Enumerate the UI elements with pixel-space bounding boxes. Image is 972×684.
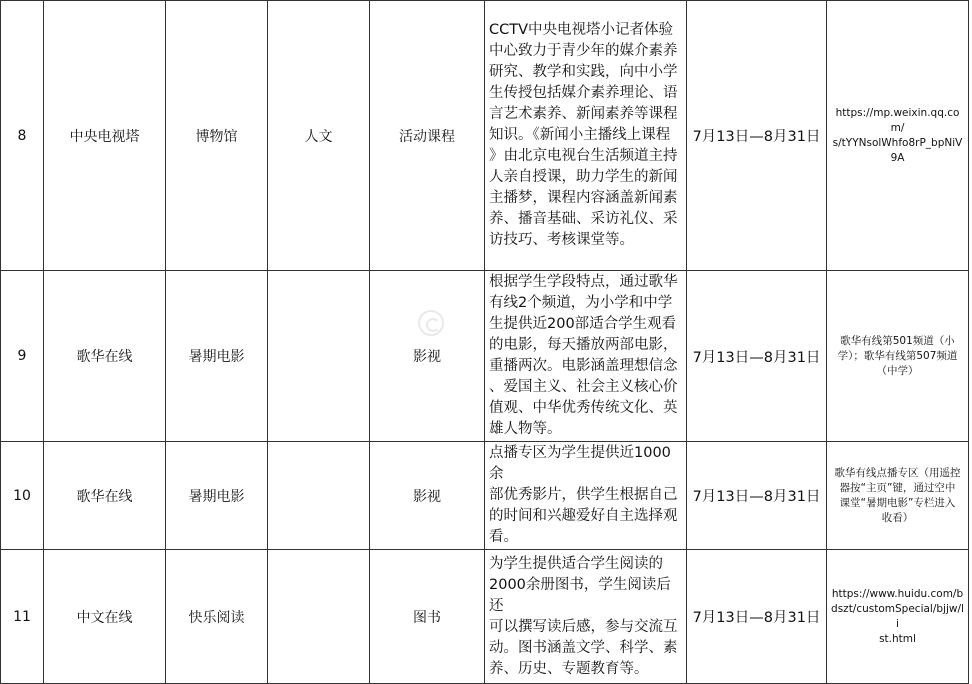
channel-line: （中学）: [876, 364, 919, 377]
date-range-cell: 7月13日—8月31日: [687, 550, 827, 684]
row-number: 10: [1, 442, 44, 550]
description-line: 动。图书涵盖文学、科学、素: [489, 639, 678, 656]
link-line[interactable]: dszt/customSpecial/bjjw/li: [831, 602, 964, 630]
organization-cell: 歌华在线: [44, 442, 166, 550]
row-number: 8: [1, 1, 44, 271]
category-cell: 快乐阅读: [166, 550, 268, 684]
category-cell: 博物馆: [166, 1, 268, 271]
description-line: 知识。《新闻小主播线上课程: [489, 127, 671, 143]
type-cell: 影视: [370, 442, 485, 550]
channel-line: 器按“主页”键，通过空中: [839, 481, 956, 494]
description-line: 人亲自授课，助力学生的新闻: [489, 169, 678, 185]
description-line: 为学生提供适合学生阅读的: [489, 555, 663, 572]
description-line: 值观、中华优秀传统文化、英: [489, 400, 678, 416]
row-number: 9: [1, 271, 44, 442]
description-line: 看。: [489, 529, 518, 545]
description-cell: [485, 442, 687, 550]
description-line: 重播两次。电影涵盖理想信念: [489, 358, 678, 374]
description-line: 2000余册图书，学生阅读后还: [489, 576, 671, 614]
description-line: 可以撰写读后感，参与交流互: [489, 618, 678, 635]
link-cell[interactable]: [827, 1, 969, 271]
table-row: [1, 550, 969, 684]
description-line: 中心致力于青少年的媒介素养: [489, 43, 678, 59]
field-cell: [268, 442, 370, 550]
link-line[interactable]: https://www.huidu.com/b: [831, 587, 964, 600]
date-range-cell: 7月13日—8月31日: [687, 442, 827, 550]
channel-line: 课堂“暑期电影”专栏进入: [839, 496, 956, 509]
organization-cell: 中央电视塔: [44, 1, 166, 271]
link-cell[interactable]: [827, 550, 969, 684]
description-cell: [485, 550, 687, 684]
description-cell: [485, 1, 687, 271]
table-row: [1, 442, 969, 550]
description-line: 养、历史、专题教育等。: [489, 660, 649, 677]
description-cell: [485, 271, 687, 442]
description-line: 》由北京电视台生活频道主持: [489, 148, 678, 164]
link-line[interactable]: 9A: [890, 151, 905, 164]
channel-line: 收看）: [881, 511, 914, 524]
description-line: 言艺术素养、新闻素养等课程: [489, 106, 678, 122]
date-range-cell: 7月13日—8月31日: [687, 1, 827, 271]
organization-cell: 歌华在线: [44, 271, 166, 442]
type-cell: 活动课程: [370, 1, 485, 271]
type-cell: 图书: [370, 550, 485, 684]
type-cell: 影视: [370, 271, 485, 442]
row-number: 11: [1, 550, 44, 684]
description-line: 点播专区为学生提供近1000余: [489, 445, 671, 482]
channel-line: 学）；歌华有线第507频道: [837, 349, 958, 362]
description-line: 有线2个频道，为小学和中学: [489, 295, 673, 311]
link-line[interactable]: s/tYYNsolWhfo8rP_bpNiV: [832, 136, 963, 149]
description-line: 生提供近200部适合学生观看: [489, 316, 677, 332]
category-cell: 暑期电影: [166, 271, 268, 442]
description-line: 部优秀影片，供学生根据自己: [489, 487, 678, 503]
organization-cell: 中文在线: [44, 550, 166, 684]
description-line: 生传授包括媒介素养理论、语: [489, 85, 678, 101]
description-line: 根据学生学段特点，通过歌华: [489, 274, 678, 290]
description-line: 主播梦，课程内容涵盖新闻素: [489, 190, 678, 206]
link-line[interactable]: https://mp.weixin.qq.com/: [835, 106, 960, 134]
description-line: 的电影，每天播放两部电影，: [489, 337, 678, 353]
channel-line: 歌华有线第501频道（小: [840, 334, 955, 347]
table-row: [1, 1, 969, 271]
category-cell: 暑期电影: [166, 442, 268, 550]
description-line: 访技巧、考核课堂等。: [489, 232, 634, 248]
description-line: 雄人物等。: [489, 421, 562, 437]
description-line: 研究、教学和实践，向中小学: [489, 64, 678, 80]
table-row: [1, 271, 969, 442]
description-line: CCTV中央电视塔小记者体验: [489, 22, 674, 38]
description-line: 的时间和兴趣爱好自主选择观: [489, 508, 678, 524]
field-cell: 人文: [268, 1, 370, 271]
field-cell: [268, 550, 370, 684]
channel-info-cell: [827, 271, 969, 442]
description-line: 养、播音基础、采访礼仪、采: [489, 211, 678, 227]
field-cell: [268, 271, 370, 442]
description-line: 、爱国主义、社会主义核心价: [489, 379, 678, 395]
channel-line: 歌华有线点播专区（用遥控: [834, 466, 961, 479]
link-line[interactable]: st.html: [879, 632, 916, 645]
channel-info-cell: [827, 442, 969, 550]
date-range-cell: 7月13日—8月31日: [687, 271, 827, 442]
